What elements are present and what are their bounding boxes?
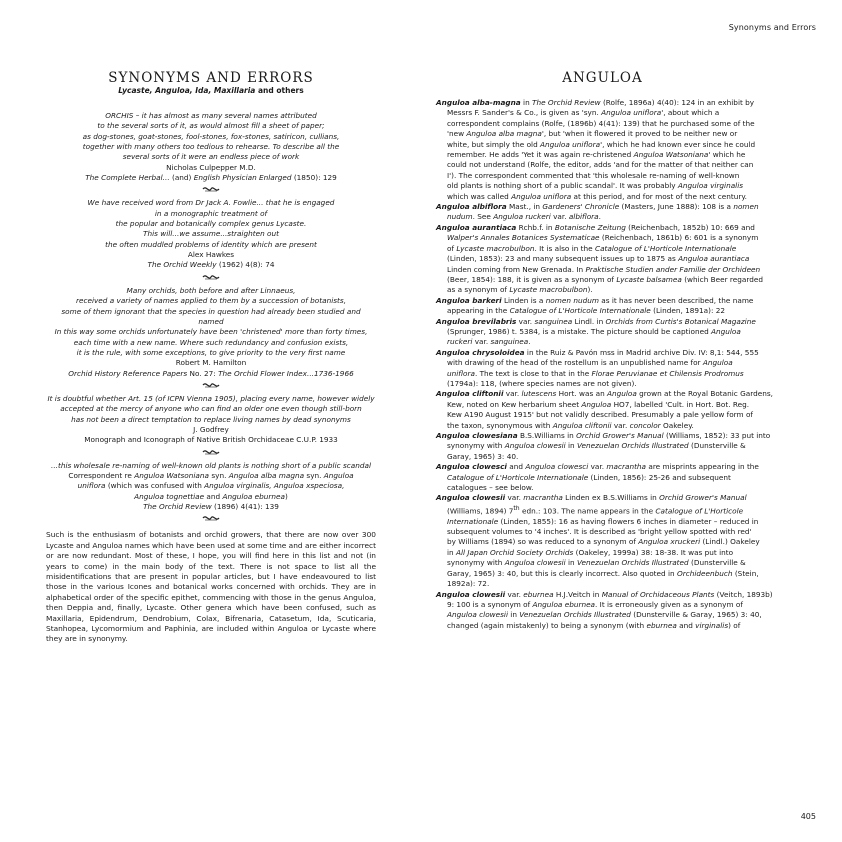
entry-line: Anguloa clowesii var. eburnea H.J.Veitch in Manual of Orchidaceous Plants (Veitch, 1893b) <box>436 589 773 599</box>
entry-line: white, but simply the old Anguloa uniflora', which he had known ever since he could <box>447 139 756 149</box>
quote-line: some of them ignorant that the species in question had already been studied and <box>61 306 361 316</box>
entry-line: of Lycaste macrobulbon. It is also in the Catalogue of L'Horticole Internationale <box>447 243 737 253</box>
entry-line: Anguloa albiflora Mast., in Gardeners' Chronicle (Masters, June 1888): 108 is a nomen <box>436 202 759 212</box>
quote-line: Anguloa tognettiae and Anguloa eburnea) <box>134 491 288 501</box>
paragraph-line: misidentifications that are present in popular articles, but I have endeavoured to list <box>46 571 376 581</box>
entry-line: nudum. See Anguloa ruckeri var. albiflora. <box>447 212 601 222</box>
entry-line: (Williams, 1894) 7th edn.: 103. The name appears in the Catalogue of L'Horticole <box>447 504 744 516</box>
synonym-entry <box>436 223 769 296</box>
entry-line: with drawing of the head of the rostellum is an unpublished name for Anguloa <box>447 358 733 368</box>
intro-paragraph <box>46 530 376 644</box>
quote-line: named <box>198 316 224 326</box>
paragraph-line: they are in synonymy. <box>46 634 128 644</box>
entry-line: the taxon, synonymous with Anguloa cliftonii var. concolor Oakeley. <box>447 420 694 430</box>
paragraph-line: or are now redundant. Most of these, I hope, you will find here in this list and not (in <box>46 551 376 561</box>
entry-line: as a synonym of Lycaste macrobulbon). <box>447 285 593 295</box>
entry-line: Anguloa cliftonii var. lutescens Hort. was an Anguloa grown at the Royal Botanic Gardens, <box>436 389 773 399</box>
entry-line: 1892a): 72. <box>447 579 490 589</box>
entry-line: Walper's Annales Botanices Systematicae (Reichenbach, 1861b) 6: 601 is a synonym <box>447 233 759 243</box>
paragraph-line: Stanhopea, Lycomormium and Paphinia, are included within Anguloa or Lycaste where <box>46 624 376 633</box>
synonym-entry <box>436 462 769 493</box>
quote-source: The Orchid Review (1896) 4(41): 139 <box>143 502 279 511</box>
ornament-divider-icon <box>202 514 220 522</box>
paragraph-line: Lycaste and Anguloa names which have been used at some time and are either incorrect <box>46 540 376 550</box>
entry-line: could not understand (Rolfe, the editor, adds 'and for the matter of that neither can <box>447 160 754 170</box>
quote-hawkes <box>46 198 376 280</box>
entry-line: Linden coming from New Grenada. In Praktische Studien ander Familie der Orchideen <box>447 264 761 274</box>
entry-line: Kew, noted on Kew herbarium sheet Anguloa HO7, labelled 'Cult. in Hort. Bot. Reg. <box>447 399 750 409</box>
right-column <box>436 70 773 631</box>
entry-line: (Linden, 1853): 23 and many subsequent issues up to 1875 as Anguloa aurantiaca <box>447 254 750 264</box>
epigraph-quotes <box>46 111 376 522</box>
quote-line: accepted at the mercy of anyone who can find an older one even though still-born <box>60 404 362 414</box>
entry-line: subsequent volumes to '4 inches'. It is described as 'bright yellow spotted with red' <box>447 527 752 537</box>
entry-line: changed (again mistakenly) to being a synonym (with eburnea and virginalis) of <box>447 620 741 630</box>
quote-source: The Orchid Weekly (1962) 4(8): 74 <box>147 260 275 270</box>
entry-line: Anguloa aurantiaca Rchb.f. in Botanische Zeitung (Reichenbach, 1852b) 10: 669 and <box>436 222 755 232</box>
entry-line: Messrs F. Sander's & Co., is given as 'syn. Anguloa uniflora', about which a <box>447 108 720 118</box>
synonym-entry <box>436 296 769 317</box>
synonym-entry <box>436 98 769 202</box>
page-number: 405 <box>800 812 816 821</box>
entry-line: appearing in the Catalogue of L'Horticole Internationale (Linden, 1891a): 22 <box>447 306 726 316</box>
entry-line: Anguloa clowesii in Venezuelan Orchids Illustrated (Dunsterville & Garay, 1965) 3: 40, <box>447 610 762 620</box>
synonym-entry <box>436 317 769 348</box>
quote-line: Correspondent re Anguloa Watsoniana syn. Anguloa alba magna syn. Anguloa <box>68 470 354 480</box>
ornament-divider-icon <box>202 185 220 193</box>
entry-line: synonymy with Anguloa clowesii in Venezuelan Orchids Illustrated (Dunsterville & <box>447 441 746 451</box>
synonym-entry <box>436 389 773 431</box>
entry-line: Anguloa brevilabris var. sanguinea Lindl. in Orchids from Curtis's Botanical Magazine <box>436 316 756 326</box>
quote-source: The Complete Herbal... (and) English Physician Enlarged (1850): 129 <box>85 173 337 183</box>
entry-line: Anguloa clowesci and Anguloa clowesci var. macrantha are misprints appearing in the <box>436 462 759 472</box>
quote-line: We have received word from Dr Jack A. Fowlie... that he is engaged <box>87 198 335 208</box>
paragraph-line: alphabetical order of the specific epithet, commencing with those in the genus Anguloa, <box>46 592 376 602</box>
quote-author: Alex Hawkes <box>187 250 235 260</box>
quote-author: Robert M. Hamilton <box>175 358 247 368</box>
entry-line: Anguloa chrysoloidea in the Ruiz & Pavón mss in Madrid archive Div. IV: 8,1: 544, 555 <box>436 347 759 357</box>
quote-culpepper <box>46 111 376 193</box>
entry-line: synonymy with Anguloa clowesii in Venezuelan Orchids Illustrated (Dunsterville & <box>447 558 746 568</box>
synonym-entries <box>436 98 773 631</box>
quote-line: This will...we assume...straighten out <box>143 229 279 239</box>
entry-line: uniflora. The text is close to that in the Florae Peruvianae et Chilensis Prodromus <box>447 368 744 378</box>
entry-line: in All Japan Orchid Society Orchids (Oakeley, 1999a) 38: 18-38. It was put into <box>447 547 734 557</box>
entry-line: Garay, 1965) 3: 40. <box>447 451 519 461</box>
entry-line: Anguloa clowesii var. macrantha Linden ex B.S.Williams in Orchid Grower's Manual <box>436 493 747 503</box>
entry-line: remember. He adds 'Yet it was again re-christened Anguloa Watsoniana' which he <box>447 150 746 160</box>
entry-line: Kew A190 August 1915' but not validly described. Presumably a pale yellow form of <box>447 410 754 420</box>
quote-line: several sorts of it were an endless piece of work <box>122 152 300 162</box>
genus-title: ANGULOA <box>562 70 643 86</box>
paragraph-line: then Deppia and, finally, Lycaste. Other genera which have been confused, such as <box>46 603 376 613</box>
entry-line: correspondent complains (Rolfe, (1896b) 4(41): 139) that he purchased some of the <box>447 118 755 128</box>
quote-line: ...this wholesale re-naming of well-known old plants is nothing short of a public scandal <box>51 460 371 470</box>
synonym-entry <box>436 431 769 462</box>
entry-line: (Sprunger, 1986) t. 5384, is a mistake. The picture should be captioned Anguloa <box>447 326 741 336</box>
entry-line: Anguloa clowesiana B.S.Williams in Orchid Grower's Manual (Williams, 1852): 33 put into <box>436 431 771 440</box>
section-subtitle: Lycaste, Anguloa, Ida, Maxillaria and others <box>118 86 304 95</box>
quote-line: together with many others too tedious to rehearse. To describe all the <box>82 142 340 152</box>
quote-hamilton <box>46 286 376 389</box>
synonym-entry <box>436 589 773 632</box>
quote-line: to the several sorts of it, as would almost fill a sheet of paper; <box>97 121 325 131</box>
quote-line: the often muddled problems of identity which are present <box>105 239 317 249</box>
synonym-entry <box>436 493 769 589</box>
entry-line: old plants is nothing short of a public scandal'. It was probably Anguloa virginalis <box>447 181 744 191</box>
synonym-entry <box>436 348 769 390</box>
entry-line: (1794a): 118, (where species names are not given). <box>447 378 637 388</box>
entry-line: catalogues – see below. <box>447 483 534 493</box>
entry-line: 9: 100 is a synonym of Anguloa eburnea. It is erroneously given as a synonym of <box>447 599 743 609</box>
quote-line: uniflora (which was confused with Anguloa virginalis, Anguloa xspeciosa, <box>77 481 345 491</box>
entry-line: I'). The correspondent commented that 'this wholesale re-naming of well-known <box>447 170 740 180</box>
entry-line: (Beer, 1854): 188, it is given as a synonym of Lycaste balsamea (which Beer regarded <box>447 274 763 284</box>
paragraph-line: years to come) in the main body of the text. There is not space to list all the <box>46 561 376 571</box>
synonym-entry <box>436 202 769 223</box>
quote-godfrey <box>46 394 376 456</box>
quote-line: It is doubtful whether Art. 15 (of ICPN Vienna 1905), placing every name, however widely <box>47 393 375 403</box>
ornament-divider-icon <box>202 448 220 456</box>
running-head: Synonyms and Errors <box>728 23 816 32</box>
paragraph-line: those in the various Icones and botanical works concerned with orchids. They are in <box>46 582 376 592</box>
entry-line: Garay, 1965) 3: 40, but this is clearly incorrect. Also quoted in Orchideenbuch (Stein, <box>447 568 759 578</box>
entry-line: Anguloa barkeri Linden is a nomen nudum as it has never been described, the name <box>436 295 754 305</box>
quote-source: Monograph and Iconograph of Native British Orchidaceae C.U.P. 1933 <box>84 435 338 445</box>
quote-orchid-review <box>46 461 376 523</box>
quote-author: Nicholas Culpepper M.D. <box>166 162 256 172</box>
section-title: SYNONYMS AND ERRORS <box>108 70 314 86</box>
entry-line: Catalogue of L'Horticole Internationale (Linden, 1856): 25-26 and subsequent <box>447 472 731 482</box>
quote-line: received a variety of names applied to them by a succession of botanists, <box>75 296 347 306</box>
entry-line: Internationale (Linden, 1855): 16 as having flowers 6 inches in diameter – reduced in <box>447 516 759 526</box>
quote-line: In this way some orchids unfortunately have been 'christened' more than forty times, <box>54 327 368 337</box>
quote-line: in a monographic treatment of <box>154 208 268 218</box>
entry-line: by Williams (1894) so was reduced to a synonym of Anguloa xruckeri (Lindl.) Oakeley <box>447 537 760 547</box>
quote-line: Many orchids, both before and after Linnaeus, <box>126 285 296 295</box>
quote-line: it is the rule, with some exceptions, to give priority to the very first name <box>76 347 346 357</box>
entry-line: which was called Anguloa uniflora at this period, and for most of the next century. <box>447 191 748 201</box>
paragraph-line: Such is the enthusiasm of botanists and orchid growers, that there are now over 300 <box>46 530 376 540</box>
entry-line: 'new Anguloa alba magna', but 'when it flowered it proved to be neither new or <box>447 129 738 139</box>
quote-line: each time with a new name. Where such redundancy and confusion exists, <box>73 337 349 347</box>
entry-line: Anguloa alba-magna in The Orchid Review (Rolfe, 1896a) 4(40): 124 in an exhibit by <box>436 98 755 107</box>
paragraph-line: Maxillaria, Epidendrum, Dendrobium, Colax, Bifrenaria, Catasetum, Ida, Scuticaria, <box>46 613 376 623</box>
quote-line: as dog-stones, goat-stones, fool-stones, fox-stones, satiricon, cullians, <box>82 131 340 141</box>
ornament-divider-icon <box>202 273 220 281</box>
ornament-divider-icon <box>202 381 220 389</box>
left-column <box>46 70 376 645</box>
quote-source: Orchid History Reference Papers No. 27: The Orchid Flower Index...1736-1966 <box>68 368 354 378</box>
quote-author: J. Godfrey <box>193 424 229 434</box>
entry-line: ruckeri var. sanguinea. <box>447 337 531 347</box>
quote-line: has not been a direct temptation to replace living names by dead synonyms <box>71 414 351 424</box>
quote-line: ORCHIS – it has almost as many several names attributed <box>105 111 317 120</box>
quote-line: the popular and botanically complex genus Lycaste. <box>115 219 307 229</box>
